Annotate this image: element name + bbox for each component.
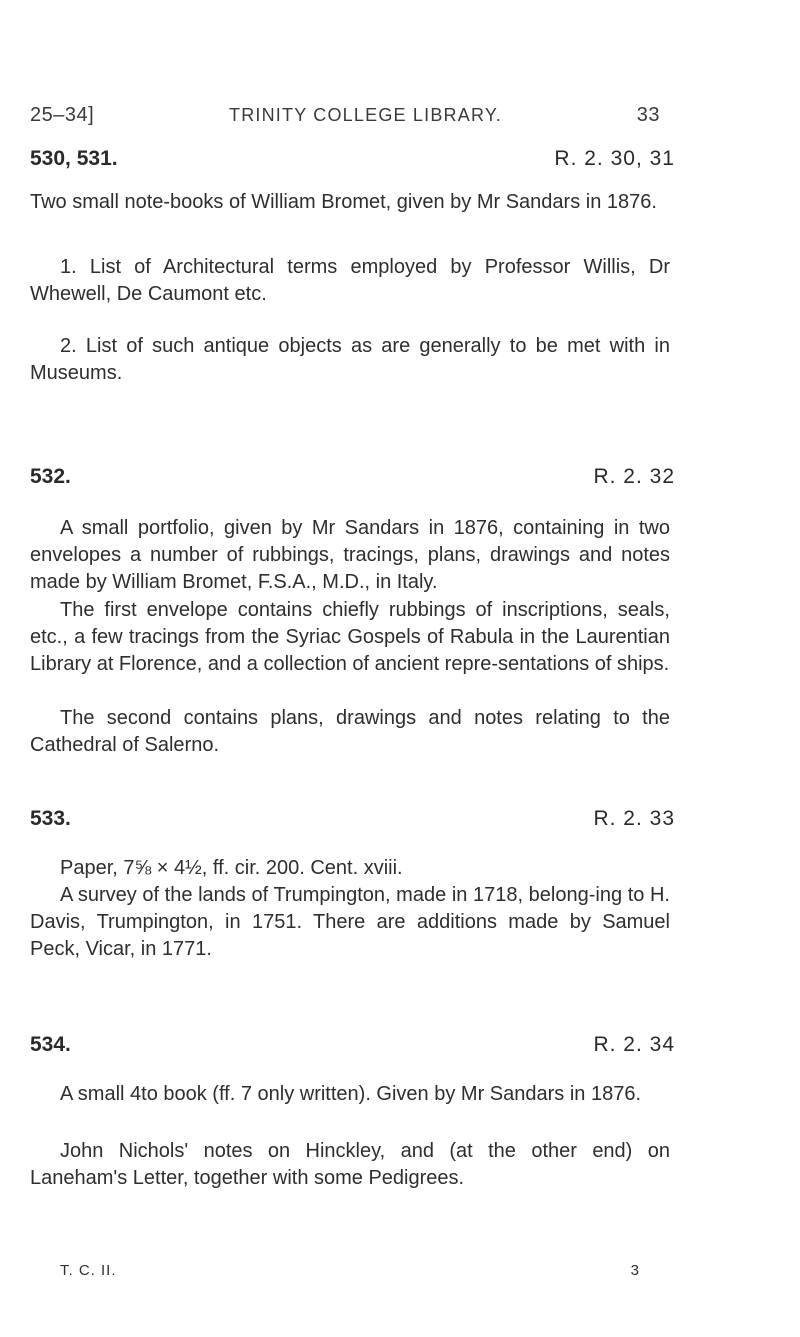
entry-number: 530, 531. (30, 147, 118, 170)
page-number: 33 (636, 104, 660, 126)
entry-heading (30, 807, 675, 831)
shelfmark: R. 2. 32 (593, 465, 675, 488)
entry-number: 532. (30, 465, 71, 488)
entry-description: A survey of the lands of Trumpington, made in 1718, belong-ing to H. Davis, Trumpington, in 1751. There are additions made by Samuel Peck, Vicar, in 1771. (30, 884, 670, 960)
entry-description: John Nichols' notes on Hinckley, and (at the other end) on Laneham's Letter, together with some Pedigrees. (30, 1140, 670, 1189)
entry-description: The second contains plans, drawings and notes relating to the Cathedral of Salerno. (30, 707, 670, 756)
entry-item: 2. List of such antique objects as are generally to be met with in Museums. (30, 335, 670, 384)
entry-description: Two small note-books of William Bromet, given by Mr Sandars in 1876. (30, 191, 657, 213)
running-head-title: TRINITY COLLEGE LIBRARY. (229, 105, 502, 125)
running-head (30, 104, 660, 127)
entry-description: A small portfolio, given by Mr Sandars in 1876, containing in two envelopes a number of rubbings, tracings, plans, drawings and notes made by William Bromet, F.S.A., M.D., in Italy. (30, 517, 670, 593)
entry-heading (30, 465, 675, 489)
footer (60, 1262, 640, 1279)
entry-description: A small 4to book (ff. 7 only written). Given by Mr Sandars in 1876. (60, 1083, 642, 1105)
shelfmark: R. 2. 30, 31 (554, 147, 675, 170)
entry-item: 1. List of Architectural terms employed by Professor Willis, Dr Whewell, De Caumont etc. (30, 256, 670, 305)
entry-number: 533. (30, 807, 71, 830)
signature-mark: T. C. II. (60, 1262, 117, 1279)
shelfmark: R. 2. 34 (593, 1033, 675, 1056)
shelfmark: R. 2. 33 (593, 807, 675, 830)
entry-heading (30, 147, 675, 171)
entry-physical-description: Paper, 7⅝ × 4½, ff. cir. 200. Cent. xviii. (60, 857, 403, 879)
signature-number: 3 (630, 1262, 640, 1279)
entry-number: 534. (30, 1033, 71, 1056)
entry-description: The first envelope contains chiefly rubbings of inscriptions, seals, etc., a few tracings from the Syriac Gospels of Rabula in the Laurentian Library at Florence, and a collection of ancient repre-sentations of ships. (30, 599, 670, 675)
entry-heading (30, 1033, 675, 1057)
running-head-range: 25–34] (30, 104, 95, 126)
